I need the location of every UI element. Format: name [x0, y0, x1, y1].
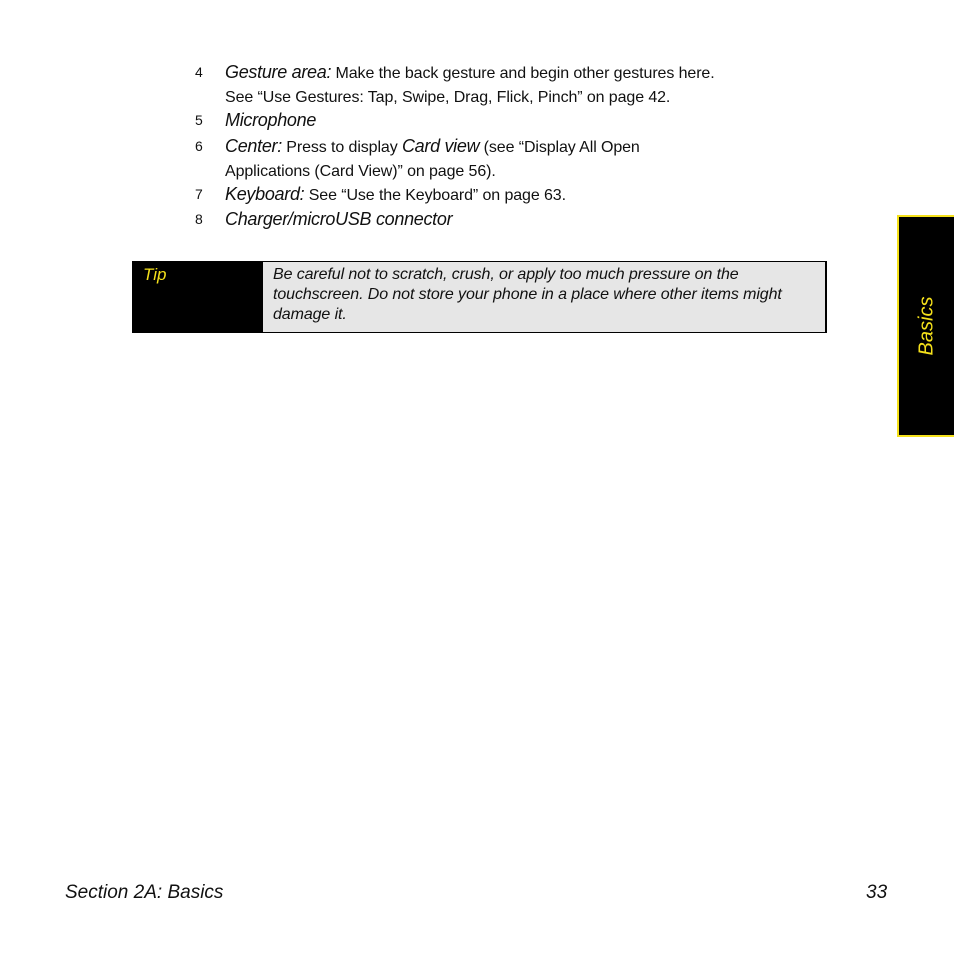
footer-section: Section 2A: Basics: [65, 882, 224, 903]
item-term: Keyboard:: [225, 184, 305, 204]
item-text: See “Use the Keyboard” on page 63.: [304, 187, 566, 204]
item-number: 5: [195, 112, 203, 128]
item-term: Charger/microUSB connector: [225, 209, 453, 229]
page-number: 33: [866, 882, 888, 903]
list-item-gesture-area: [195, 60, 835, 110]
item-number: 7: [195, 186, 203, 202]
tip-text: Be careful not to scratch, crush, or apply too much pressure on the touchscreen. Do not store your phone in a place where other items might damage it.: [263, 262, 826, 332]
list-item-microphone: [195, 108, 835, 134]
item-number: 8: [195, 211, 203, 227]
section-side-tab: [897, 215, 954, 437]
list-item-center: [195, 134, 835, 184]
item-term: Microphone: [225, 110, 317, 130]
item-text-line2: Applications (Card View)” on page 56).: [225, 163, 496, 180]
tip-box: [132, 261, 827, 333]
item-text-line2: See “Use Gestures: Tap, Swipe, Drag, Flick, Pinch” on page 42.: [225, 89, 671, 106]
list-item-keyboard: [195, 182, 835, 208]
item-text-2: (see “Display All Open: [479, 139, 640, 156]
item-number: 6: [195, 138, 203, 154]
item-text: Make the back gesture and begin other gestures here.: [331, 65, 715, 82]
side-tab-label: Basics: [915, 296, 938, 356]
item-term: Gesture area:: [225, 62, 332, 82]
tip-label: Tip: [133, 262, 263, 332]
item-term: Center:: [225, 136, 282, 156]
list-item-charger: [195, 207, 835, 233]
item-number: 4: [195, 64, 203, 80]
item-text: Press to display: [281, 139, 402, 156]
item-term-card-view: Card view: [401, 136, 480, 156]
